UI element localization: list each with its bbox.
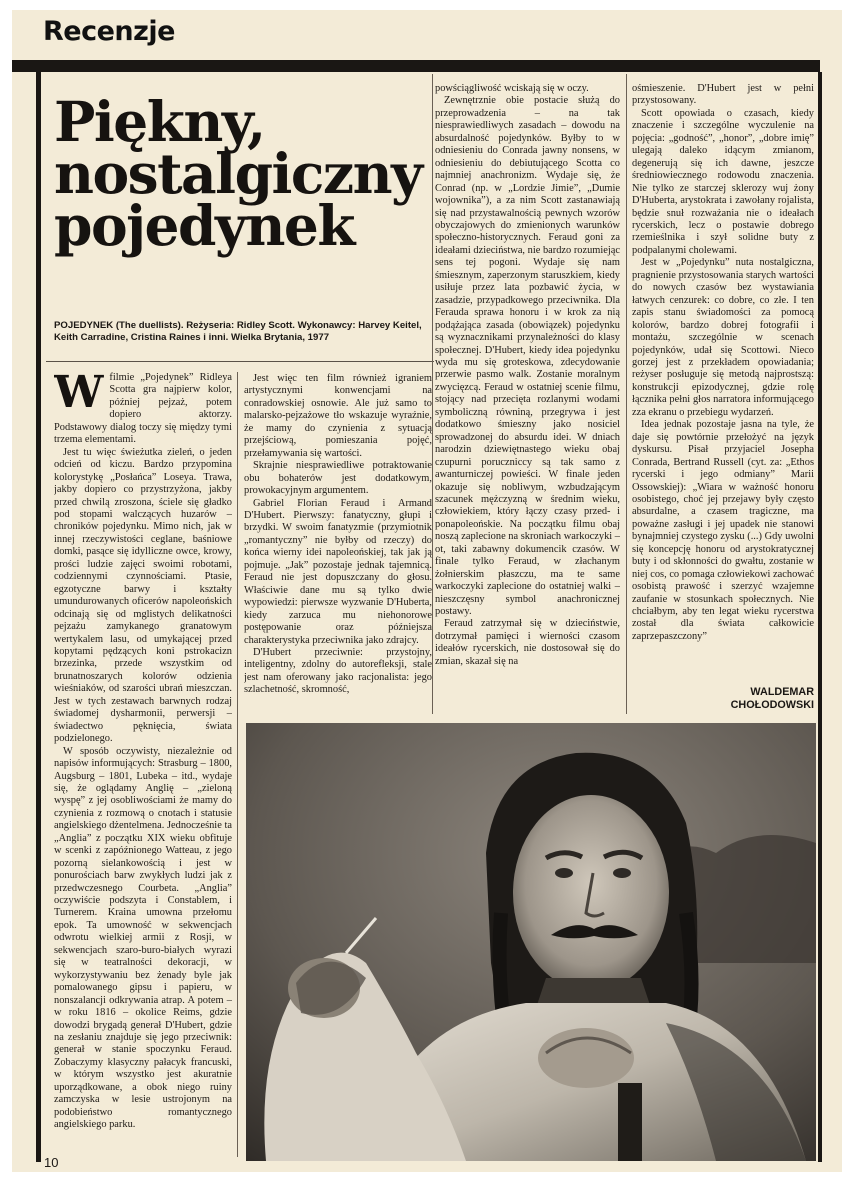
section-label: Recenzje [43, 16, 175, 47]
headline-line-1: Piękny, [54, 89, 265, 154]
right-margin-rule [818, 72, 822, 1162]
author-last-name: CHOŁODOWSKI [730, 699, 814, 711]
header-rule [12, 60, 820, 72]
page-number: 10 [44, 1155, 59, 1170]
paragraph: Jest tu więc świeżutka zieleń, o jeden odcień od kiczu. Bardzo przypomina kolorystykę „Posłańca” Loseya. Trawa, jakby dopiero co przystrzyżona, jakby przed chwilą zroszona, ściele się gładko pod stopami walczących huzarów – chroników pojedynku. Mimo nich, jak w innej rzeczywistości ceglane, baśniowe domki, pasące się idylliczne owce, krowy, prości ludzie zajęci swoimi robotami, codziennymi czynnościami. Ptasie, egzotyczne barwy i kształty umundurowanych oficerów napoleońskich odcinają się od mglistych delikatności pejzażu zamykanego granatowym wertykalem lasu, od umykającej przed kopytami pędzących koni pstrokacizn brzezinka, przede wszystkim od brunatnoszarych kolorów odzienia wieśniaków, od szarości ubrań mieszczan. Jest w tych zestawach barwnych rodzaj świadomej dysharmonii, perwersji – świadectwo pęknięcia, świata podzielonego. [54, 446, 232, 745]
paragraph: ośmieszenie. D'Hubert jest w pełni przystosowany. [632, 83, 814, 107]
sabre-hilt [618, 1083, 642, 1161]
paragraph: powściągliwość wciskają się w oczy. [435, 83, 589, 94]
column-divider [432, 74, 433, 714]
author-byline [702, 686, 814, 712]
author-first-name: WALDEMAR [750, 686, 814, 698]
drop-cap: W [54, 372, 104, 418]
lead-paragraph [54, 372, 232, 447]
paragraph: Feraud zatrzymał się w dzieciństwie, dotrzymał pamięci i wierności czasom ideałów rycerskich, nie dostosował się do zmian, skazał się na [435, 618, 620, 667]
paragraph: W sposób oczywisty, niezależnie od napisów informujących: Strasburg – 1800, Augsburg – 1801, Lubeka – itd., wydaje się, że oglądamy Anglię – „zieloną wyspę” z jej osobliwościami że mamy do czynienia z rozmową o cnotach i statusie angielskiego dżentelmena. Jednocześnie ta „Anglia” z początku XIX wieku obfituje w scenki z zapóźnionego Watteau, z jego pozorną sielankowością i jest w ponurościach barw zwykłych ludzi jak z przedwczesnego Courbeta. „Anglia” oczywiście podszyta i Constablem, i Turnerem. Kraina umowna przełomu epok. Ta umowność w sekwencjach odwrotu wielkiej armii z Rosji, w sekwencjach szaro-buro-białych wyrazi się w teatralności dekoracji, w wykorzystywaniu bez żenady byle jak pomalowanego gipsu i papieru, w nonszalancji odkrywania atrap. A potem – w roku 1816 – okolice Reims, gdzie dowodzi brygadą generał D'Hubert, gdzie na zesłaniu znajduje się jego przeciwnik: generał w stanie spoczynku Feraud. Zobaczymy klasyczny pałacyk francuski, w którym wszystko jest akuratnie uporządkowane, a obok niego ruiny zamczyska w lesie ustrojonym na podobieństwo romantycznego angielskiego parku. [54, 745, 232, 1131]
magazine-page [12, 10, 842, 1172]
paragraph: Scott opowiada o czasach, kiedy znaczenie i szczególne wyczulenie na pojęcia: „godność”, „honor”, „dobre imię” ulegają daleko idącym zmianom, degenerują się ich dawne, jeszcze średniowiecznego rodowodu znaczenia. Nie tylko ze starczej sklerozy wuj żony D'Huberta, arystokrata i zawołany rojalista, będzie snuł rozważania nie o ideałach rycerskich, lecz o postawie dobrego rzemieślnika i szył solidne buty z podpalanymi cholewami. [632, 107, 814, 256]
headline-line-3: pojedynek [54, 193, 355, 258]
film-still-photo [246, 723, 816, 1161]
paragraph: Gabriel Florian Feraud i Armand D'Hubert. Pierwszy: fanatyczny, głupi i brzydki. W swoim fanatyzmie (przymiotnik „romantyczny” nie byłby od rzeczy) do końca wierny idei napoleońskiej, tak jak ją pojmuje. „Jak” pozostaje jednak tajemnicą. Feraud nie jest dopuszczany do głosu. Właściwie dane mu są tylko dwie wypowiedzi: pierwsze wyzwanie D'Huberta, kiedy zarzuca mu niehonorowe postępowanie oraz późniejsza charakterystyka przeciwnika jako zdrajcy. [244, 497, 432, 646]
paragraph: D'Hubert przeciwnie: przystojny, inteligentny, zdolny do autorefleksji, stale jest nam oferowany jako racjonalista: jego szlachetność, skromność, [244, 646, 432, 696]
headline-line-2: nostalgiczny [54, 141, 422, 206]
right-eye [613, 868, 631, 878]
credits-divider [46, 361, 434, 362]
column-divider [626, 74, 627, 714]
left-margin-rule [36, 72, 41, 1162]
article-column-2 [244, 373, 432, 713]
paragraph: Skrajnie niesprawiedliwe potraktowanie obu bohaterów jest dodatkowym, prowokacyjnym argumentem. [244, 460, 432, 497]
paragraph: Idea jednak pozostaje jasna na tyle, że daje się powtórnie przełożyć na język dyskursu. Pisał przyjaciel Josepha Conrada, Bertrand Russell (cyt. za: „Ethos rycerski i jego odmiany” Marii Ossowskiej): „Wiara w ważność honoru osobistego, choć jej przejawy były często absurdalne, a czasem tragiczne, ma poważne zasługi i jej upadek nie stanowi bynajmniej czystego zysku (...) Gdy uwolni się koncepcję honoru od arystokratycznej buty i od skłonności do gwałtu, zostanie w niej cos, co pomaga człowiekowi zachować osobistą prawość i szerzyć wzajemne zaufanie w stosunkach społecznych. Nie chciałbym, aby ten legat wieku rycerstwa został dla świata całkowicie zaprzepaszczony” [632, 419, 814, 642]
duellist-illustration [246, 723, 816, 1161]
article-column-4 [632, 83, 814, 683]
paragraph: Zewnętrznie obie postacie służą do przeprowadzenia – na tak niesprawiedliwych zasadach – dowodu na absurdalność pojedynków. Byłby to w odniesieniu do Conrada jawny nonsens, w odniesieniu do debiutującego Scotta co najmniej anachronizm. Wydaje się, że Conrad (np. w „Lordzie Jimie”, „Dumie wojownika”), a za nim Scott zastanawiają się nad przystawalnością pewnych wzorów obyczajowych do zmienionych warunków społeczno-historycznych. Feraud goni za ideałami dzieciństwa, nie bardzo rozumiejąc sens tej pogoni. Wydaje się nam śmiesznym, zaperzonym staruszkiem, kiedy usiłuje przez lata pozbawić życia, w zasadzie, przypadkowego przeciwnika. Dla Ferauda sprawa honoru i w krok za nią podążająca zasada (obowiązek) pojedynku są wyznacznikami przynależności do klasy społecznej. D'Hubert, kiedy idea pojedynku wyda mu się groteskowa, zdecydowanie przerwie pasmo walk. Zostanie moralnym zwycięzcą. Feraud w ostatniej scenie filmu, stojący nad przecięta rozlanymi wodami symboliczną równiną, przegrywa i jest dodatkowo śmieszny jako nosiciel sprowadzonej do absurdu idei. W dniach narodzin dziewiętnastego wieku obaj czupurni poruczniccy są tak samo z awanturniczej powieści. W finale jeden okazuje się nobliwym, wzbudzającym szacunek mężczyzną w średnim wieku, człowiekiem, który łączy czasy przed- i ponapoleońskie. Na początku filmu obaj noszą zaplecione na skroniach warkoczyki – ot, taki zabawny dokumencik czasów. W finale tylko Feraud, w złachanym żołnierskim płaszczu, ma te same warkoczyki zaplecione do ostatniej walki – nieszczęsny symbol anachronicznej postawy. [435, 95, 620, 618]
column-divider [237, 372, 238, 1157]
paragraph: Jest w „Pojedynku” nuta nostalgiczna, pragnienie przystosowania starych wartości do nowych czasów bez wystawiania łatwych cenzurek: co dobre, co złe. I ten zapis stanu świadomości za pomocą kolorów, bardzo dobrej fotografii i montażu, szczególnie w scenach pojedynków, udał się Scottowi. Nieco gorzej jest z przekładem opowiadania; reżyser posługuje się metodą najprostszą: konstrukcji epizodycznej, gdzie rolę łącznika pełni głos narratora informującego zza ekranu o przebiegu wydarzeń. [632, 257, 814, 418]
article-column-1 [54, 372, 232, 1160]
article-headline [54, 89, 434, 258]
paragraph: Jest więc ten film również igraniem artystycznymi konwencjami na conradowskiej osnowie. Ale już samo to malarsko-pejzażowe tło wskazuje wyraźnie, że mamy do czynienia z sytuacją przejściową, pomieszania pojęć, przełamywania się wartości. [244, 373, 432, 459]
film-credits: POJEDYNEK (The duellists). Reżyseria: Ridley Scott. Wykonawcy: Harvey Keitel, Keith Carradine, Cristina Raines i inni. Wielka Brytania, 1977 [54, 320, 422, 343]
paragraph-text: filmie „Pojedynek” Ridleya Scotta gra najpierw kolor, później pejzaż, potem dopiero aktorzy. Podstawowy dialog toczy się między tymi trzema elementami. [54, 372, 232, 446]
left-eye [555, 868, 573, 878]
article-column-3 [435, 83, 620, 723]
